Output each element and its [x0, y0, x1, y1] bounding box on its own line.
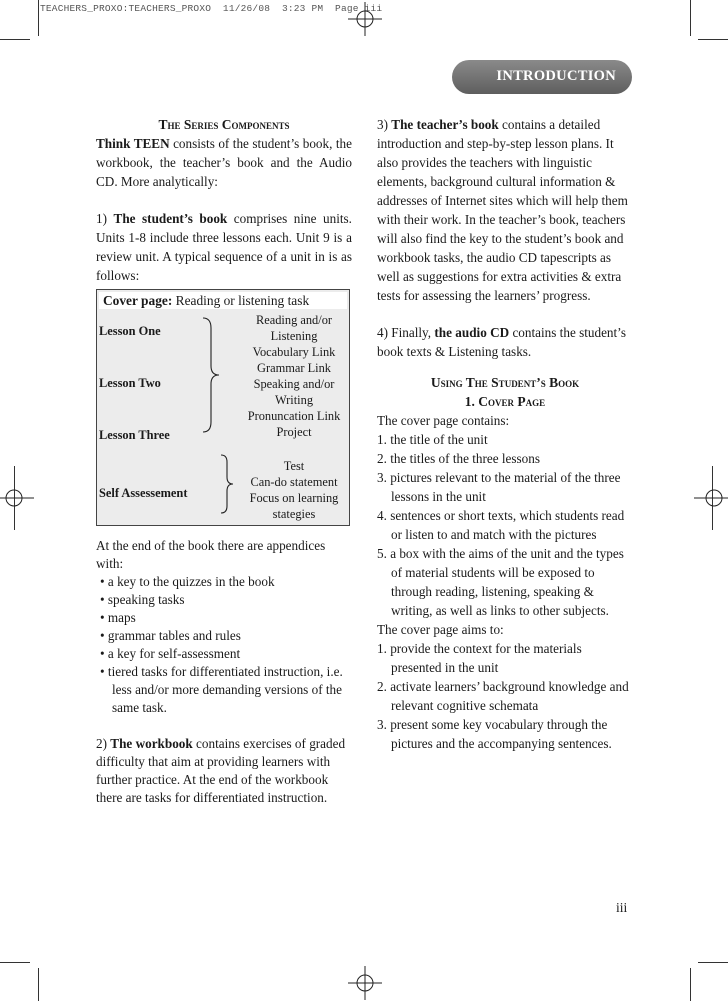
cover-page-heading: 1. Cover Page: [464, 394, 546, 409]
list-item: • maps: [96, 609, 352, 627]
students-book-paragraph: 1) The student’s book comprises nine units. Units 1-8 include three lessons each. Unit 9 is a review unit. A typical sequence of a unit in is as follows:: [96, 211, 352, 283]
self-assessment-item: Test: [283, 459, 305, 473]
list-item: • grammar tables and rules: [96, 627, 352, 645]
lesson-item: Writing: [274, 393, 314, 407]
registration-mark-top: [348, 2, 382, 36]
lesson-three-label: Lesson Three: [99, 428, 170, 442]
page-number: iii: [616, 900, 628, 915]
list-item: 4. sentences or short texts, which students read or listen to and match with the pictures: [377, 508, 625, 542]
lesson-item: Pronuncation Link: [247, 409, 341, 423]
self-assessment-item: stategies: [272, 507, 316, 521]
lesson-item: Grammar Link: [257, 361, 331, 375]
list-item: 1. provide the context for the materials presented in the unit: [377, 641, 582, 675]
list-item: 2. activate learners’ background knowledge and relevant cognitive schemata: [377, 679, 629, 713]
registration-mark-right: [694, 481, 728, 515]
lesson-item: Speaking and/or: [253, 377, 335, 391]
appendix-intro: At the end of the book there are appendices with:: [96, 538, 326, 571]
self-assessment-brace: [219, 453, 235, 515]
list-item: 5. a box with the aims of the unit and the types of material students will be exposed to through reading, listening, speaking & writing, as well as links to other subjects.: [377, 546, 624, 618]
aims-list: [377, 639, 633, 753]
lesson-one-label: Lesson One: [99, 324, 161, 338]
self-assessment-label: Self Assessement: [99, 486, 188, 500]
lesson-item: Project: [276, 425, 312, 439]
workbook-paragraph: 2) The workbook contains exercises of graded difficulty that aim at providing learners with further practice. At the end of the workbook there are tasks for differentiated instruction.: [96, 736, 346, 805]
contains-list: [377, 430, 633, 620]
list-item: • a key for self-assessment: [96, 645, 352, 663]
lesson-item: Vocabulary Link: [252, 345, 336, 359]
section-banner-label: INTRODUCTION: [496, 68, 616, 84]
section-banner: [452, 60, 632, 94]
list-item: • a key to the quizzes in the book: [96, 573, 352, 591]
unit-sequence-box: [96, 289, 350, 526]
self-assessment-item: Can-do statement: [250, 475, 338, 489]
lesson-item: Listening: [270, 329, 318, 343]
list-item: 3. present some key vocabulary through the pictures and the accompanying sentences.: [377, 717, 612, 751]
self-assessment-item: Focus on learning: [249, 491, 339, 505]
series-components-heading: The Series Components: [158, 117, 290, 132]
contains-intro: The cover page contains:: [377, 413, 510, 428]
registration-mark-left: [0, 481, 34, 515]
audio-cd-paragraph: 4) Finally, the audio CD contains the student’s book texts & Listening tasks.: [377, 325, 626, 359]
list-item: • tiered tasks for differentiated instruction, i.e. less and/or more demanding versions of the same task.: [96, 663, 352, 717]
lesson-two-label: Lesson Two: [99, 376, 161, 390]
aims-intro: The cover page aims to:: [377, 622, 504, 637]
list-item: 1. the title of the unit: [377, 432, 488, 447]
teachers-book-paragraph: 3) The teacher’s book contains a detailed introduction and step-by-step lesson plans. It also provides the teachers with linguistic elements, background cultural information & addresses of Internet sites which will help them with their work. In the teacher’s book, teachers will also find the key to the student’s book and workbook tasks, the audio CD tapescripts as well as suggestions for extra activities & extra tests for assessing the learners’ progress.: [377, 117, 628, 303]
using-students-book-heading: Using The Student’s Book: [430, 375, 580, 390]
intro-paragraph: Think TEEN consists of the student’s book, the workbook, the teacher’s book and the Audio CD. More analytically:: [96, 136, 352, 189]
cover-page-row: Cover page: Reading or listening task: [99, 292, 347, 309]
left-column: [96, 115, 352, 807]
list-item: 3. pictures relevant to the material of the three lessons in the unit: [377, 470, 621, 504]
list-item: 2. the titles of the three lessons: [377, 451, 540, 466]
lesson-item: Reading and/or: [255, 313, 333, 327]
right-column: [377, 115, 633, 753]
registration-mark-bottom: [348, 966, 382, 1000]
list-item: • speaking tasks: [96, 591, 352, 609]
lessons-brace: [201, 316, 221, 434]
appendix-list: [96, 573, 352, 717]
printer-slug: TEACHERS_PROXO:TEACHERS_PROXO 11/26/08 3:23 PM Page iii: [40, 3, 383, 14]
